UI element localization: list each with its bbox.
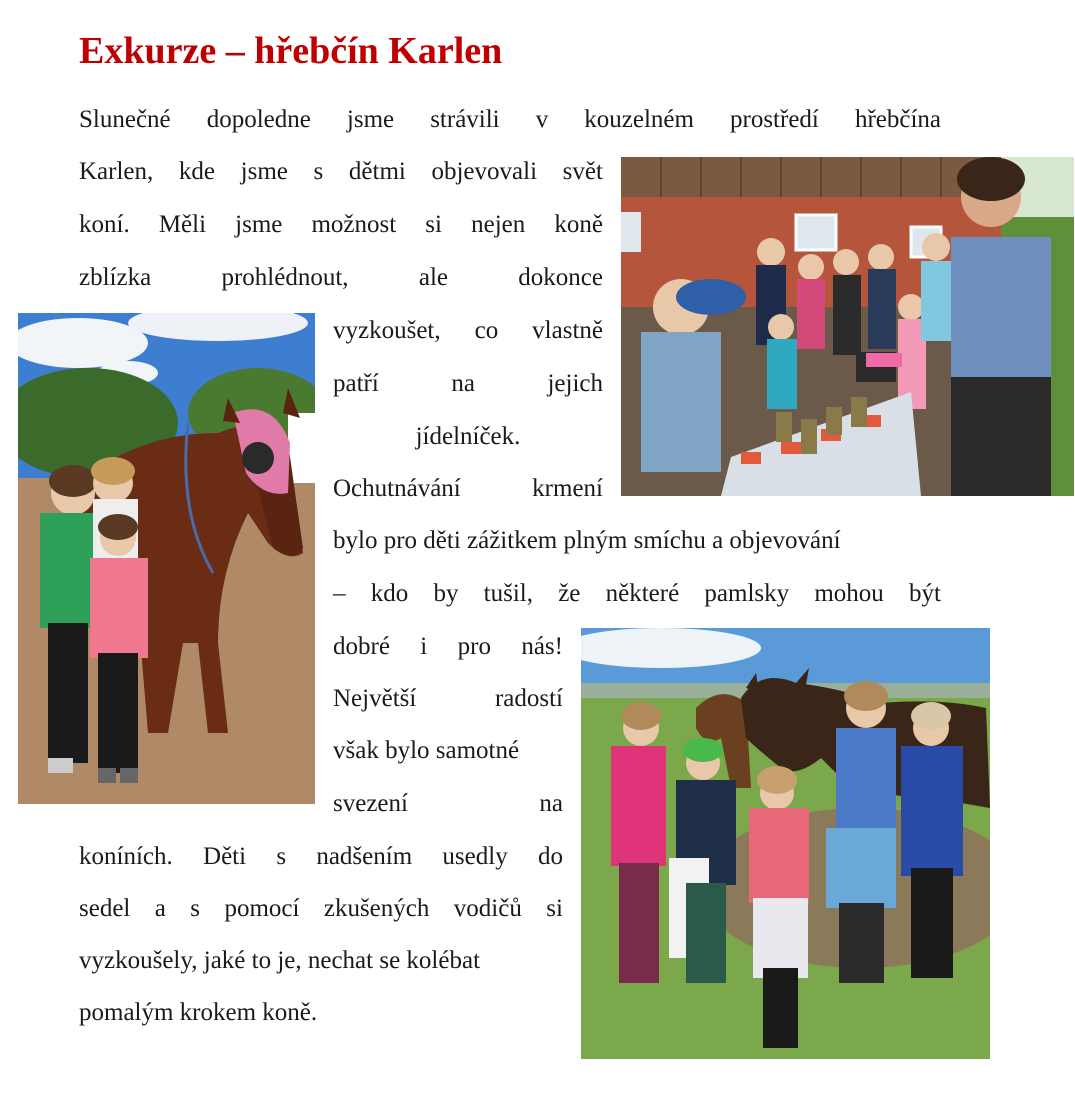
word: Slunečné	[79, 106, 171, 133]
word: radostí	[494, 685, 563, 712]
word: v	[535, 106, 549, 133]
paragraph-line	[333, 632, 563, 662]
word: usedly	[442, 843, 508, 870]
paragraph-line	[79, 157, 603, 187]
word: a	[154, 895, 166, 922]
word: nejen	[471, 211, 526, 238]
word: –	[333, 580, 346, 607]
paragraph-line	[79, 263, 603, 293]
photo-feed-tasting	[621, 157, 1074, 496]
paragraph-line: vyzkoušely, jaké to je, nechat se kolébat	[79, 947, 481, 974]
word: kde	[178, 158, 216, 185]
word: kouzelném	[584, 106, 694, 133]
paragraph-line	[333, 474, 603, 504]
word: nadšením	[316, 843, 413, 870]
paragraph-line	[333, 316, 603, 346]
word: Největší	[333, 685, 417, 712]
word: krmení	[532, 475, 603, 502]
word: patří	[333, 370, 379, 397]
word: hřebčína	[854, 106, 941, 133]
word: vodičů	[453, 895, 522, 922]
paragraph-line	[333, 684, 563, 714]
word: na	[451, 370, 475, 397]
word: možnost	[311, 211, 397, 238]
paragraph-line: bylo pro děti zážitkem plným smíchu a objevování	[333, 527, 841, 554]
word: strávili	[430, 106, 500, 133]
word: pro	[457, 633, 491, 660]
word: Děti	[203, 843, 247, 870]
paragraph-line: však bylo samotné	[333, 737, 520, 764]
word: si	[546, 895, 563, 922]
word: tušil,	[483, 580, 533, 607]
word: ale	[418, 264, 448, 291]
photo-petting-horses	[581, 628, 990, 1059]
word: že	[558, 580, 581, 607]
word: pomocí	[224, 895, 300, 922]
word: jsme	[240, 158, 288, 185]
word: dětmi	[348, 158, 406, 185]
word: jejich	[547, 370, 603, 397]
paragraph-line	[79, 210, 603, 240]
word: koní.	[79, 211, 130, 238]
word: dobré	[333, 633, 390, 660]
word: Měli	[158, 211, 207, 238]
word: prostředí	[730, 106, 819, 133]
paragraph-line: jídelníček.	[415, 423, 521, 450]
word: pamlsky	[704, 580, 790, 607]
word: koně	[554, 211, 603, 238]
word: koníních.	[79, 843, 173, 870]
word: si	[425, 211, 442, 238]
word: dokonce	[518, 264, 603, 291]
paragraph-line	[79, 105, 941, 135]
paragraph-line	[333, 369, 603, 399]
paragraph-line	[333, 789, 563, 819]
word: co	[474, 317, 499, 344]
word: nás!	[521, 633, 563, 660]
word: objevovali	[431, 158, 538, 185]
word: s	[313, 158, 324, 185]
word: některé	[605, 580, 680, 607]
word: by	[433, 580, 459, 607]
word: s	[276, 843, 287, 870]
word: svezení	[333, 790, 408, 817]
word: prohlédnout,	[221, 264, 349, 291]
word: zkušených	[323, 895, 430, 922]
word: jsme	[346, 106, 395, 133]
photo-girls-with-horse	[18, 313, 315, 804]
word: mohou	[814, 580, 884, 607]
word: do	[537, 843, 563, 870]
word: i	[420, 633, 428, 660]
word: vlastně	[532, 317, 603, 344]
word: Ochutnávání	[333, 475, 461, 502]
word: na	[539, 790, 563, 817]
word: sedel	[79, 895, 131, 922]
word: zblízka	[79, 264, 152, 291]
paragraph-line: pomalým krokem koně.	[79, 999, 318, 1026]
word: dopoledne	[206, 106, 311, 133]
word: s	[190, 895, 201, 922]
word: jsme	[235, 211, 283, 238]
word: Karlen,	[79, 158, 154, 185]
paragraph-line	[79, 842, 563, 872]
word: kdo	[370, 580, 409, 607]
word: svět	[562, 158, 603, 185]
paragraph-line	[333, 579, 941, 609]
article-title: Exkurze – hřebčín Karlen	[79, 30, 503, 72]
paragraph-line	[79, 894, 563, 924]
word: vyzkoušet,	[333, 317, 441, 344]
word: být	[909, 580, 941, 607]
